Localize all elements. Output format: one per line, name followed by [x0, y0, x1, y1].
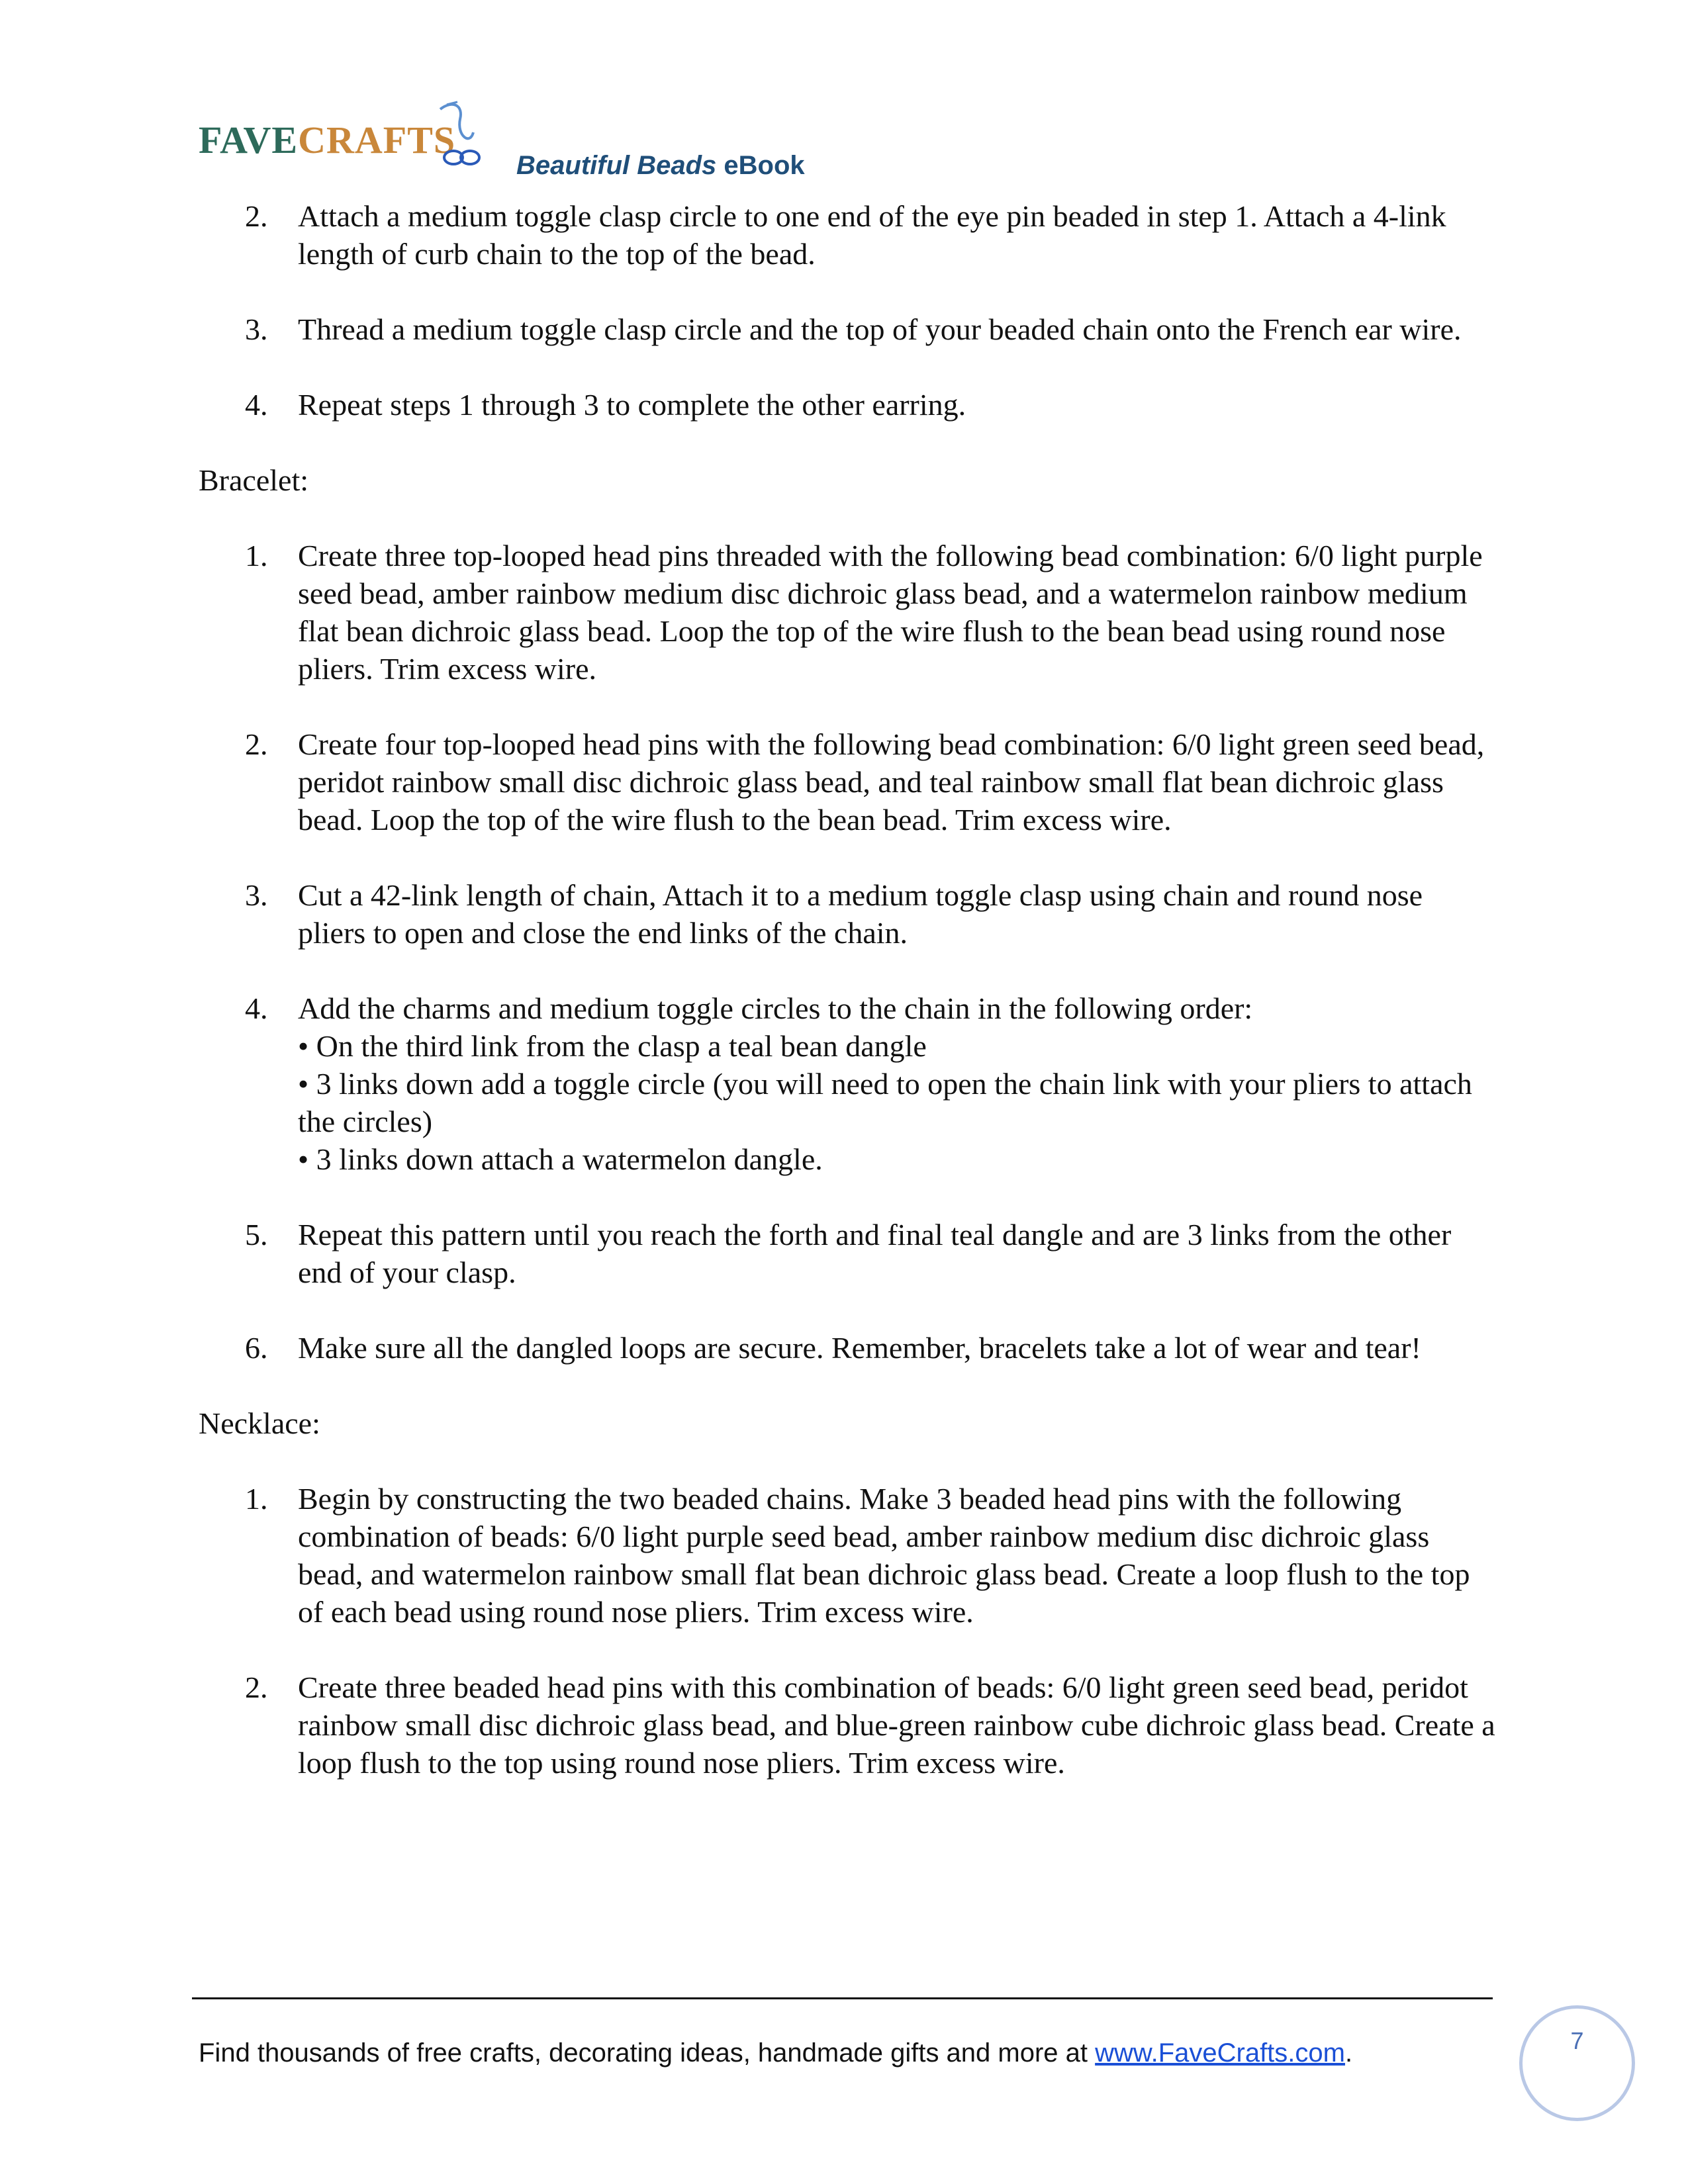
document-body — [199, 197, 1496, 1819]
earring-steps — [199, 197, 1496, 424]
list-item: 5. Repeat this pattern until you reach the forth and final teal dangle and are 3 links from the other end of your clasp. — [245, 1218, 1452, 1289]
favecrafts-link[interactable]: www.FaveCrafts.com — [1095, 2038, 1345, 2068]
bracelet-steps — [199, 537, 1496, 1367]
ebook-title: Beautiful Beads eBook — [516, 151, 805, 180]
list-item: 3. Thread a medium toggle clasp circle and the top of your beaded chain onto the French ear wire. — [245, 312, 1462, 346]
list-item: 4. Repeat steps 1 through 3 to complete the other earring. — [245, 388, 966, 422]
sub-item: • 3 links down add a toggle circle (you will need to open the chain link with your pliers to attach the circles) — [298, 1067, 1472, 1138]
list-item: 1. Begin by constructing the two beaded chains. Make 3 beaded head pins with the following combination of beads: 6/0 light purple seed bead, amber rainbow medium disc dichroic glass bead, and watermelon rainbow small flat bean dichroic glass bead. Create a loop flush to the top of each bead using round nose pliers. Trim excess wire. — [245, 1482, 1470, 1629]
footer-divider — [192, 1997, 1493, 1999]
necklace-steps — [199, 1480, 1496, 1782]
brand-crafts: CRAFTS — [298, 118, 456, 161]
bracelet-heading: Bracelet: — [199, 463, 309, 497]
favecrafts-logo — [199, 118, 455, 162]
list-item: 6. Make sure all the dangled loops are secure. Remember, bracelets take a lot of wear and tear! — [245, 1331, 1421, 1365]
page-header — [199, 99, 993, 179]
footer-text: Find thousands of free crafts, decorating ideas, handmade gifts and more at www.FaveCrafts.com. — [199, 2038, 1353, 2068]
list-item: 1. Create three top-looped head pins threaded with the following bead combination: 6/0 light purple seed bead, amber rainbow medium disc dichroic glass bead, and a watermelon rainbow medium flat bean dichroic glass bead. Loop the top of the wire flush to the bean bead using round nose pliers. Trim excess wire. — [245, 539, 1483, 686]
necklace-heading: Necklace: — [199, 1406, 320, 1440]
logo-swirl-icon — [434, 99, 493, 172]
sub-item: • 3 links down attach a watermelon dangle. — [298, 1142, 823, 1176]
sub-item: • On the third link from the clasp a teal bean dangle — [298, 1029, 927, 1063]
list-item: 4. Add the charms and medium toggle circles to the chain in the following order: • On the third link from the clasp a teal bean dangle • 3 links down add a toggle circle (you will need to open the chain link with your pliers to attach the circles) • 3 links down attach a watermelon dangle. — [199, 989, 1496, 1178]
page-number: 7 — [1570, 2027, 1584, 2054]
list-item: 2. Attach a medium toggle clasp circle to one end of the eye pin beaded in step 1. Attach a 4-link length of curb chain to the top of the bead. — [245, 199, 1446, 271]
page-number-badge — [1519, 2005, 1635, 2121]
list-item: 3. Cut a 42-link length of chain, Attach it to a medium toggle clasp using chain and round nose pliers to open and close the end links of the chain. — [245, 878, 1423, 950]
list-item: 2. Create four top-looped head pins with the following bead combination: 6/0 light green seed bead, peridot rainbow small disc dichroic glass bead, and teal rainbow small flat bean dichroic glass bead. Loop the top of the wire flush to the bean bead. Trim excess wire. — [245, 727, 1485, 837]
list-item: 2. Create three beaded head pins with this combination of beads: 6/0 light green seed bead, peridot rainbow small disc dichroic glass bead, and blue-green rainbow cube dichroic glass bead. Create a loop flush to the top using round nose pliers. Trim excess wire. — [245, 1670, 1495, 1780]
brand-fave: FAVE — [199, 118, 299, 161]
